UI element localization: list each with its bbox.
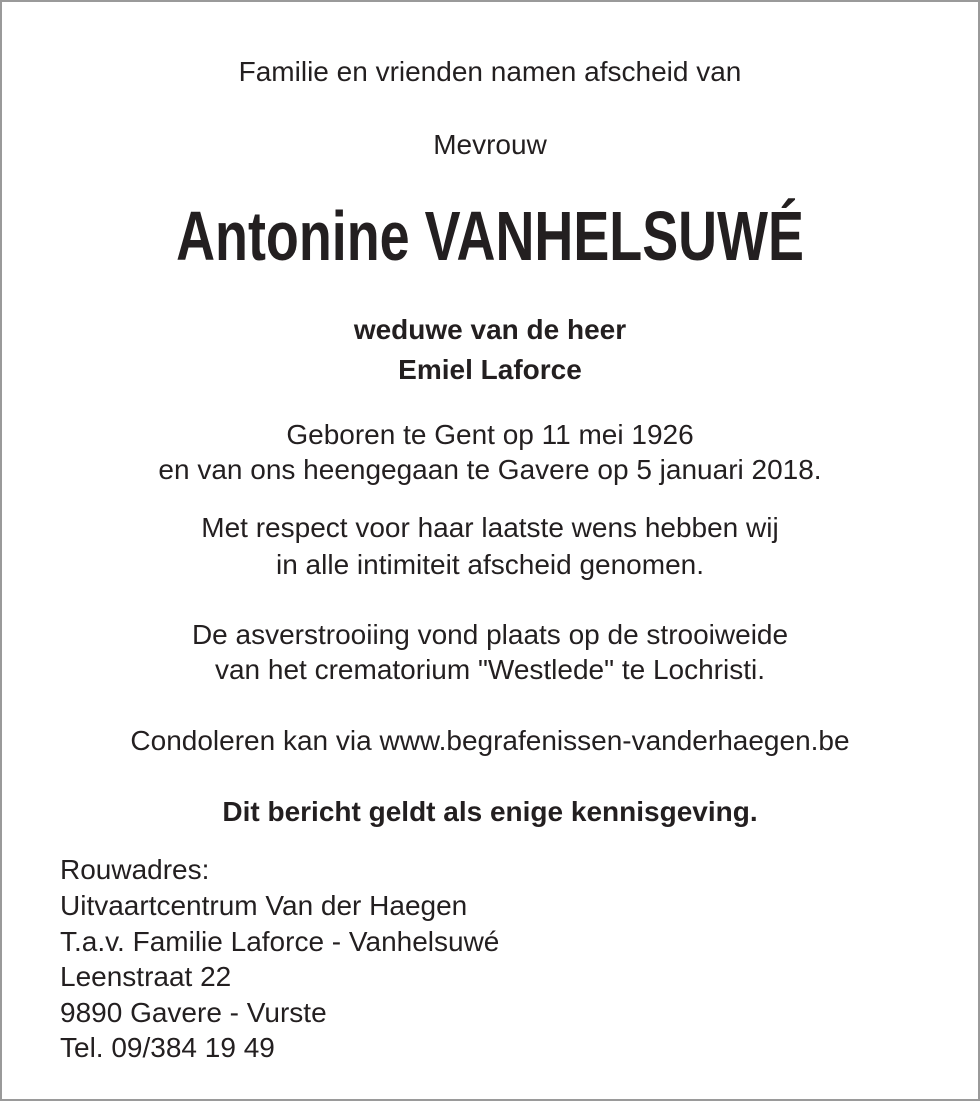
deceased-name: Antonine VANHELSUWÉ (176, 197, 804, 275)
intro-line: Familie en vrienden namen afscheid van (238, 56, 742, 87)
spouse-line-1: weduwe van de heer (353, 314, 627, 345)
ceremony-line-2: van het crematorium "Westlede" te Lochristi. (214, 654, 766, 685)
address-label: Rouwadres: (60, 854, 210, 885)
notice-line: Dit bericht geldt als enige kennisgeving. (222, 796, 758, 827)
respect-line-1: Met respect voor haar laatste wens hebben wij (201, 512, 779, 543)
title: Mevrouw (433, 129, 547, 160)
spouse-line-2: Emiel Laforce (398, 354, 582, 385)
address-line: Leenstraat 22 (60, 961, 232, 992)
address-line: Uitvaartcentrum Van der Haegen (60, 890, 468, 921)
dates-line-1: Geboren te Gent op 11 mei 1926 (286, 419, 694, 450)
dates-line-2: en van ons heengegaan te Gavere op 5 januari 2018. (158, 454, 822, 485)
respect-line-2: in alle intimiteit afscheid genomen. (275, 549, 704, 580)
condolence-line: Condoleren kan via www.begrafenissen-vanderhaegen.be (130, 725, 850, 756)
address-line: T.a.v. Familie Laforce - Vanhelsuwé (60, 926, 500, 957)
address-line: 9890 Gavere - Vurste (60, 997, 327, 1028)
address-phone: Tel. 09/384 19 49 (60, 1032, 275, 1063)
ceremony-line-1: De asverstrooiing vond plaats op de strooiweide (191, 619, 789, 650)
